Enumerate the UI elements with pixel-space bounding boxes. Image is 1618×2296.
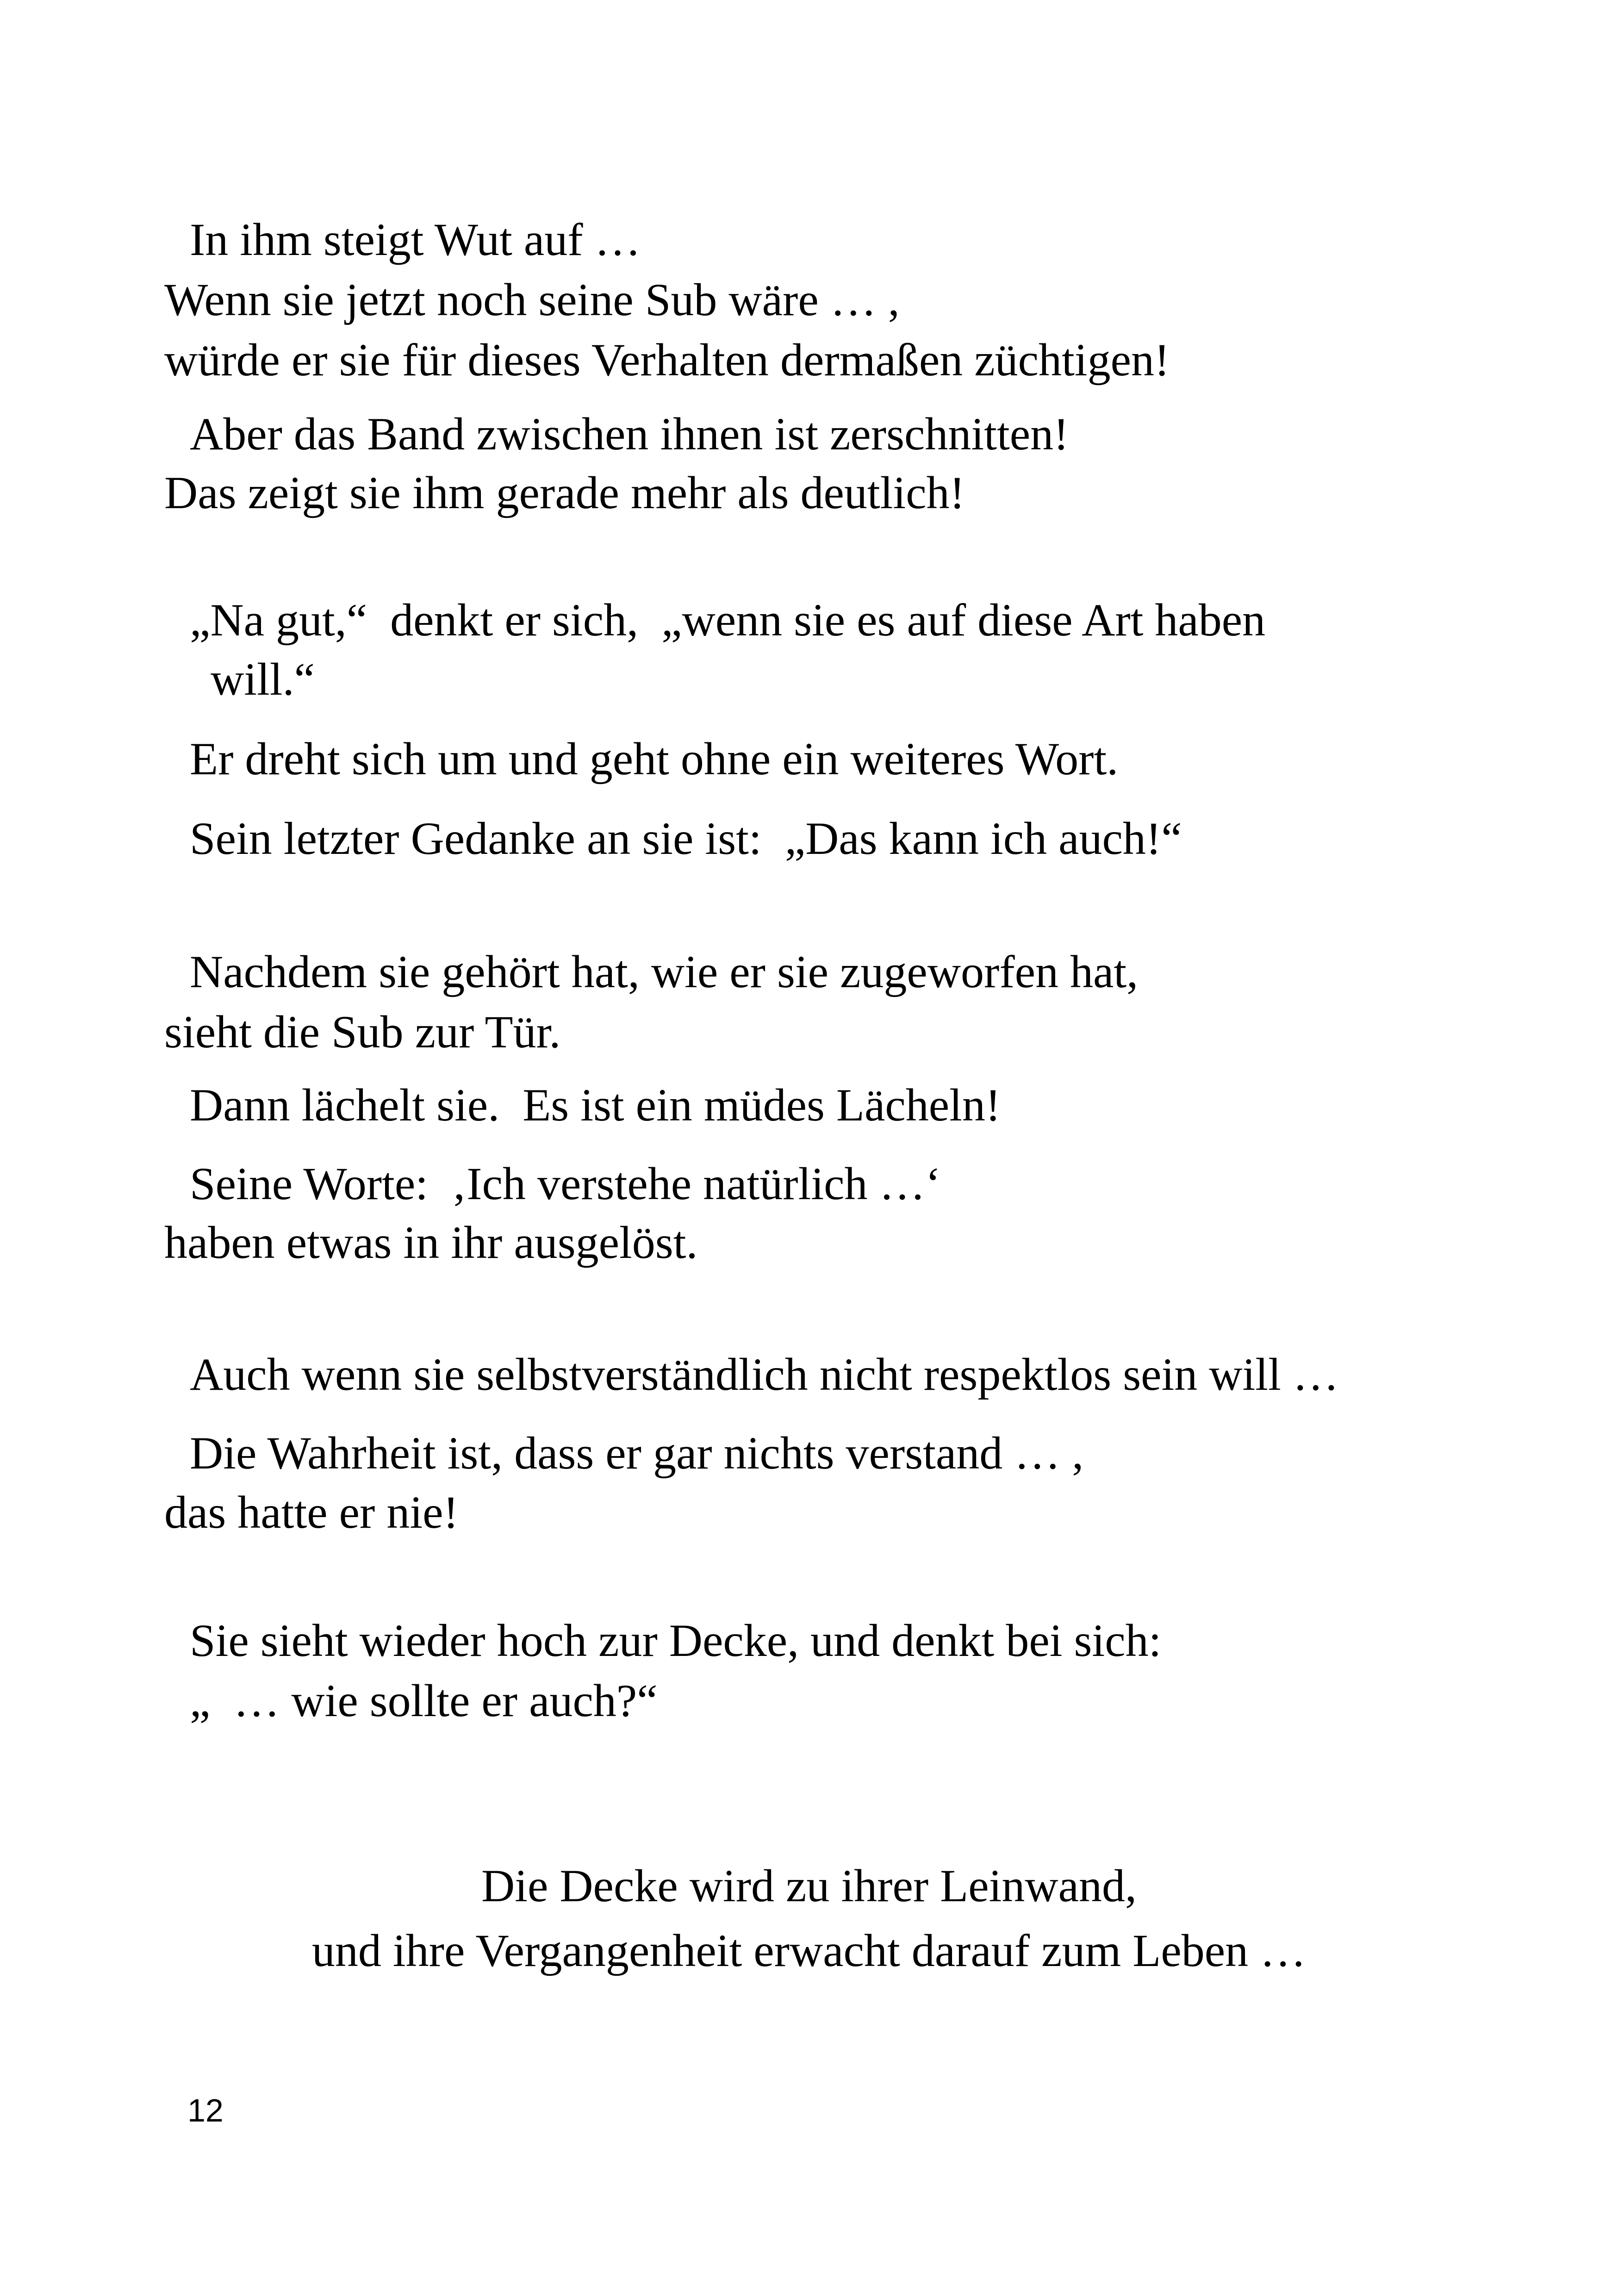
- text-line: Aber das Band zwischen ihnen ist zerschnitten!: [190, 408, 1069, 460]
- text-line: würde er sie für dieses Verhalten dermaßen züchtigen!: [164, 334, 1170, 386]
- text-line: Seine Worte: ‚Ich verstehe natürlich …‘: [190, 1158, 941, 1209]
- text-line: haben etwas in ihr ausgelöst.: [164, 1217, 698, 1268]
- text-line: das hatte er nie!: [164, 1487, 459, 1538]
- text-line: sieht die Sub zur Tür.: [164, 1006, 561, 1058]
- text-line: Sie sieht wieder hoch zur Decke, und denkt bei sich:: [190, 1615, 1162, 1666]
- closing-line: und ihre Vergangenheit erwacht darauf zum Leben …: [311, 1925, 1307, 1976]
- text-line: „Na gut,“ denkt er sich, „wenn sie es auf diese Art haben: [190, 594, 1266, 646]
- text-line: „ … wie sollte er auch?“: [190, 1675, 658, 1726]
- text-line: Er dreht sich um und geht ohne ein weiteres Wort.: [190, 733, 1119, 784]
- text-line: Dann lächelt sie. Es ist ein müdes Lächeln!: [190, 1079, 1001, 1131]
- text-line: Das zeigt sie ihm gerade mehr als deutlich!: [164, 467, 965, 518]
- text-line: In ihm steigt Wut auf …: [190, 214, 641, 265]
- text-line: will.“: [211, 653, 315, 705]
- text-line: Auch wenn sie selbstverständlich nicht respektlos sein will …: [190, 1349, 1339, 1400]
- closing-line: Die Decke wird zu ihrer Leinwand,: [481, 1860, 1137, 1911]
- text-line: Nachdem sie gehört hat, wie er sie zugeworfen hat,: [190, 946, 1139, 997]
- page-number: 12: [187, 2092, 224, 2128]
- text-line: Sein letzter Gedanke an sie ist: „Das kann ich auch!“: [190, 813, 1182, 864]
- text-line: Wenn sie jetzt noch seine Sub wäre … ,: [164, 274, 900, 325]
- text-line: Die Wahrheit ist, dass er gar nichts verstand … ,: [190, 1427, 1084, 1479]
